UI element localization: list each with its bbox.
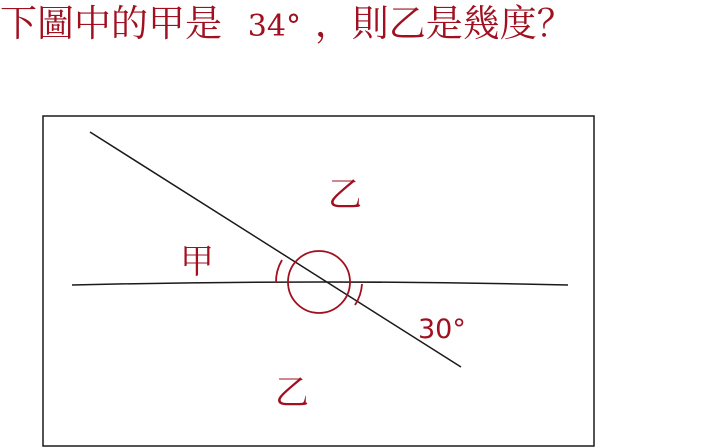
diagram-frame bbox=[43, 116, 594, 446]
label-yi-top: 乙 bbox=[328, 175, 362, 215]
jia-angle-arc bbox=[276, 260, 282, 283]
question-angle-value: 34° bbox=[247, 9, 301, 44]
label-jia: 甲 bbox=[180, 242, 214, 282]
label-yi-bottom: 乙 bbox=[275, 373, 309, 413]
question-prefix: 下圖中的甲是 bbox=[0, 2, 222, 45]
question-suffix: ，則乙是幾度？ bbox=[314, 2, 574, 45]
diagonal-line bbox=[90, 132, 461, 367]
horizontal-line bbox=[72, 282, 568, 285]
label-thirty-degrees: 30° bbox=[418, 314, 466, 345]
